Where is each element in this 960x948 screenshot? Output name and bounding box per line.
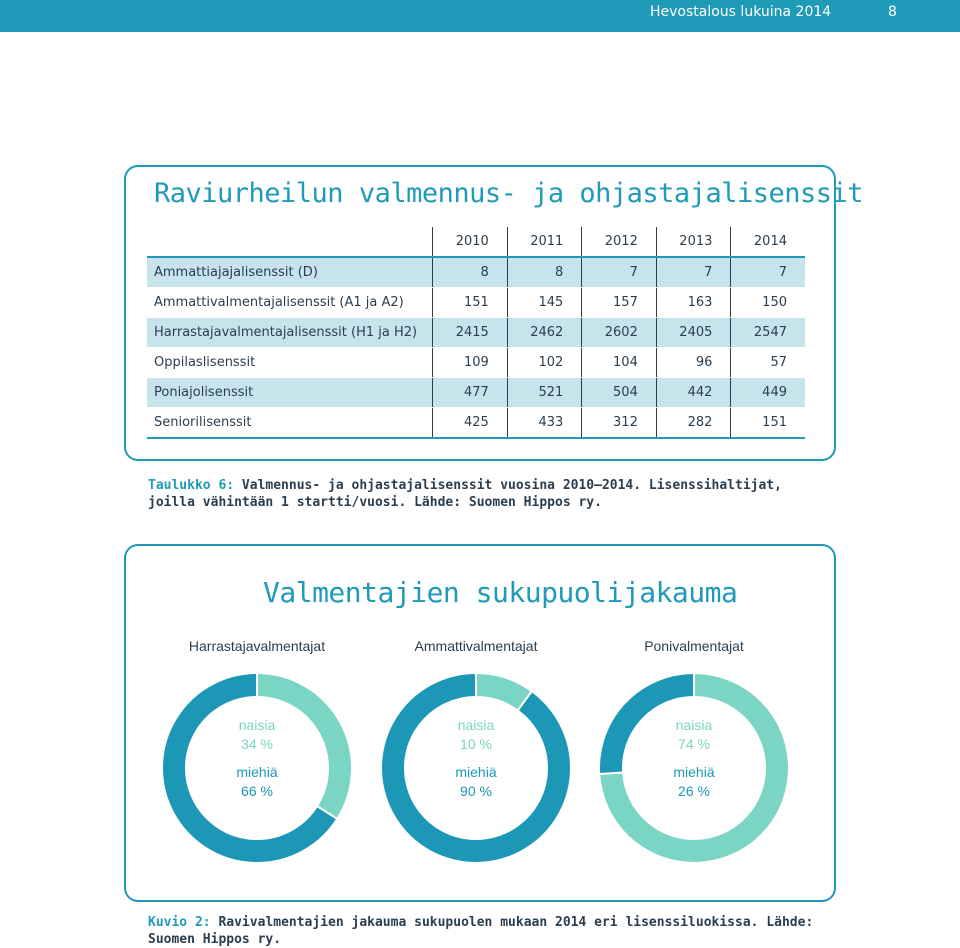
cell-value: 2405 xyxy=(656,318,731,348)
donut-title: Ponivalmentajat xyxy=(644,638,744,654)
chart-caption-text: Ravivalmentajien jakauma sukupuolen mukaan 2014 eri lisenssiluokissa. Lähde: Suomen Hippos ry. xyxy=(148,915,814,947)
cell-value: 8 xyxy=(433,257,508,288)
table-header-year: 2010 xyxy=(433,227,508,257)
cell-value: 150 xyxy=(731,288,805,318)
cell-value: 7 xyxy=(731,257,805,288)
cell-value: 521 xyxy=(507,378,582,408)
women-value: 34 % xyxy=(241,736,273,752)
men-value: 66 % xyxy=(241,783,273,799)
table-header-year: 2014 xyxy=(731,227,805,257)
row-label: Ammattivalmentajalisenssit (A1 ja A2) xyxy=(147,288,433,318)
cell-value: 282 xyxy=(656,408,731,439)
cell-value: 7 xyxy=(582,257,657,288)
table-header-year: 2013 xyxy=(656,227,731,257)
women-value: 10 % xyxy=(460,736,492,752)
cell-value: 151 xyxy=(731,408,805,439)
men-label: miehiä xyxy=(673,764,715,780)
chart-caption xyxy=(148,914,828,948)
top-bar xyxy=(0,0,960,32)
women-value: 74 % xyxy=(678,736,710,752)
donut-title: Harrastajavalmentajat xyxy=(188,638,326,654)
cell-value: 8 xyxy=(507,257,582,288)
row-label: Seniorilisenssit xyxy=(147,408,433,439)
table-caption xyxy=(148,477,828,511)
cell-value: 102 xyxy=(507,348,582,378)
row-label: Harrastajavalmentajalisenssit (H1 ja H2) xyxy=(147,318,433,348)
gender-chart-title: Valmentajien sukupuolijakauma xyxy=(263,576,738,609)
cell-value: 7 xyxy=(656,257,731,288)
table-row xyxy=(147,408,805,439)
license-table-title: Raviurheilun valmennus- ja ohjastajalisenssit xyxy=(154,178,863,209)
table-row xyxy=(147,378,805,408)
cell-value: 504 xyxy=(582,378,657,408)
row-label: Oppilaslisenssit xyxy=(147,348,433,378)
cell-value: 449 xyxy=(731,378,805,408)
cell-value: 2547 xyxy=(731,318,805,348)
cell-value: 425 xyxy=(433,408,508,439)
cell-value: 2602 xyxy=(582,318,657,348)
table-caption-text: Valmennus- ja ohjastajalisenssit vuosina 2010–2014. Lisenssihaltijat, joilla vähintään 1 startti/vuosi. Lähde: Suomen Hippos ry. xyxy=(148,478,782,510)
donut-title: Ammattivalmentajat xyxy=(414,638,538,654)
men-label: miehiä xyxy=(455,764,497,780)
cell-value: 109 xyxy=(433,348,508,378)
women-label: naisia xyxy=(457,717,495,733)
men-value: 26 % xyxy=(678,783,710,799)
row-label: Ammattiajajalisenssit (D) xyxy=(147,257,433,288)
table-row xyxy=(147,348,805,378)
page-number: 8 xyxy=(888,4,897,20)
publication-title: Hevostalous lukuina 2014 xyxy=(650,4,832,20)
cell-value: 157 xyxy=(582,288,657,318)
table-header-row xyxy=(147,227,805,257)
cell-value: 151 xyxy=(433,288,508,318)
cell-value: 57 xyxy=(731,348,805,378)
cell-value: 2415 xyxy=(433,318,508,348)
table-caption-lead: Taulukko 6: xyxy=(148,478,235,493)
cell-value: 104 xyxy=(582,348,657,378)
women-label: naisia xyxy=(238,717,276,733)
table-row xyxy=(147,288,805,318)
men-label: miehiä xyxy=(236,764,278,780)
table-header-year: 2012 xyxy=(582,227,657,257)
cell-value: 312 xyxy=(582,408,657,439)
cell-value: 477 xyxy=(433,378,508,408)
donut-legend xyxy=(411,716,541,801)
chart-caption-lead: Kuvio 2: xyxy=(148,915,211,930)
cell-value: 163 xyxy=(656,288,731,318)
donut-legend xyxy=(192,716,322,801)
table-row xyxy=(147,318,805,348)
cell-value: 145 xyxy=(507,288,582,318)
cell-value: 433 xyxy=(507,408,582,439)
women-label: naisia xyxy=(675,717,713,733)
row-label: Poniajolisenssit xyxy=(147,378,433,408)
men-value: 90 % xyxy=(460,783,492,799)
table-header-year: 2011 xyxy=(507,227,582,257)
cell-value: 96 xyxy=(656,348,731,378)
cell-value: 2462 xyxy=(507,318,582,348)
table-header-blank xyxy=(147,227,433,257)
cell-value: 442 xyxy=(656,378,731,408)
license-table xyxy=(147,227,805,439)
table-row xyxy=(147,257,805,288)
donut-legend xyxy=(629,716,759,801)
